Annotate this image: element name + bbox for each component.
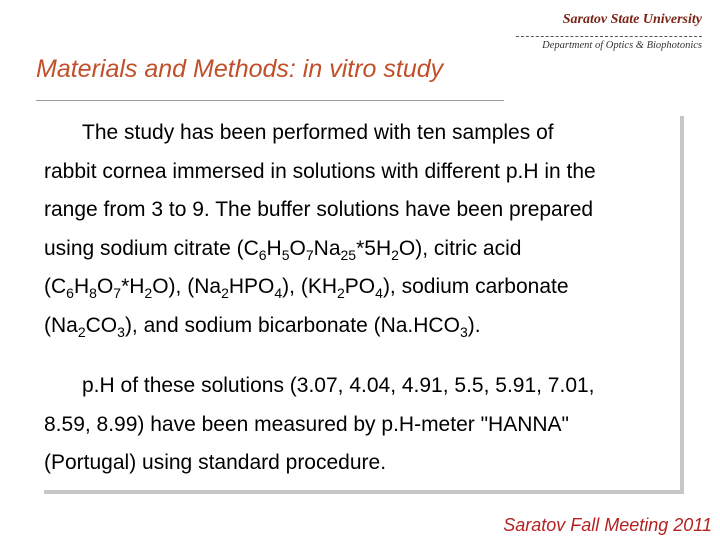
university-name: Saratov State University bbox=[562, 12, 702, 27]
subscript: 2 bbox=[221, 285, 229, 301]
text-run: HPO bbox=[228, 275, 275, 298]
card-face bbox=[40, 112, 680, 490]
text-run: O bbox=[96, 275, 114, 298]
department-name: Department of Optics & Biophotonics bbox=[516, 36, 702, 51]
text-run: (C bbox=[44, 275, 67, 298]
subscript: 4 bbox=[274, 285, 283, 301]
title-divider bbox=[36, 100, 504, 101]
text-run: (Na bbox=[44, 313, 78, 337]
subscript: 7 bbox=[113, 285, 122, 301]
text-run: PO bbox=[344, 275, 376, 298]
subscript: 2 bbox=[391, 246, 399, 263]
text-run: *5H bbox=[356, 236, 392, 260]
text-run: using sodium citrate (C bbox=[44, 236, 259, 260]
text-line: rabbit cornea immersed in solutions with different p.H in the bbox=[44, 159, 596, 183]
text-line: p.H of these solutions (3.07, 4.04, 4.91, 5.5, 5.91, 7.01, bbox=[82, 374, 595, 397]
subscript: 8 bbox=[89, 285, 97, 301]
text-line bbox=[44, 230, 684, 269]
footer-conference: Saratov Fall Meeting 2011 bbox=[503, 515, 712, 535]
text-line: range from 3 to 9. The buffer solutions have been prepared bbox=[44, 198, 594, 221]
subscript: 6 bbox=[258, 246, 267, 263]
slide-title: Materials and Methods: in vitro study bbox=[36, 55, 444, 83]
subscript: 2 bbox=[144, 285, 153, 301]
text-run: H bbox=[266, 236, 282, 260]
subscript: 3 bbox=[459, 323, 468, 340]
text-line bbox=[44, 307, 684, 346]
text-run: CO bbox=[85, 313, 118, 337]
subscript: 2 bbox=[77, 323, 86, 340]
subscript: 5 bbox=[281, 246, 290, 263]
subscript: 2 bbox=[337, 285, 345, 301]
subscript: 3 bbox=[117, 323, 125, 340]
content-card bbox=[40, 112, 680, 490]
text-run: ), sodium carbonate bbox=[382, 275, 569, 298]
text-run: Na bbox=[313, 236, 341, 260]
subscript: 4 bbox=[375, 285, 383, 301]
text-run: ), (KH bbox=[282, 275, 337, 298]
text-run: *H bbox=[121, 275, 145, 298]
text-line: 8.59, 8.99) have been measured by p.H-meter "HANNA" bbox=[44, 412, 569, 436]
subscript: 6 bbox=[66, 285, 74, 301]
text-line: The study has been performed with ten samples of bbox=[82, 121, 554, 144]
subscript: 25 bbox=[340, 246, 357, 263]
paragraph-methods bbox=[44, 114, 684, 345]
text-run: O bbox=[289, 236, 306, 260]
text-run: ). bbox=[467, 313, 481, 337]
text-run: O), citric acid bbox=[398, 236, 522, 260]
subscript: 7 bbox=[305, 246, 314, 263]
paragraph-ph-measurement bbox=[44, 367, 684, 483]
text-run: H bbox=[73, 275, 90, 298]
text-run: ), and sodium bicarbonate (Na.HCO bbox=[124, 313, 460, 337]
text-line bbox=[44, 268, 684, 307]
text-line: (Portugal) using standard procedure. bbox=[44, 451, 387, 474]
text-run: O), (Na bbox=[152, 275, 222, 298]
